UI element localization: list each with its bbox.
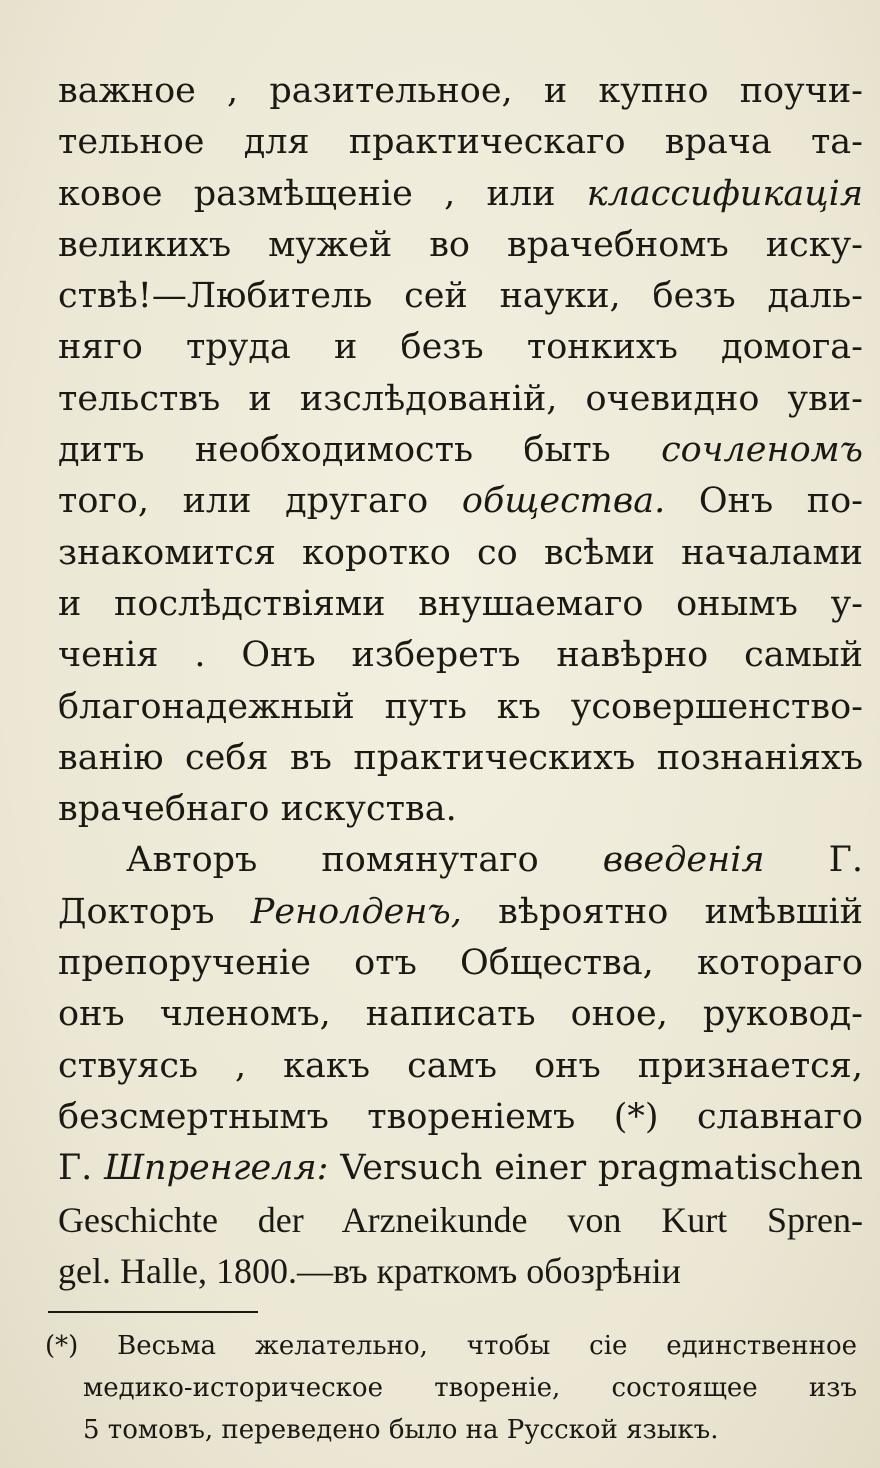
footnote-line <box>45 1367 857 1409</box>
footnote-rule <box>48 1311 258 1313</box>
italic-term: классификація <box>586 173 863 214</box>
text-segment: ванію себя въ практическихъ познаніяхъ <box>58 737 863 778</box>
text-segment: тельствъ и изслѣдованій, очевидно уви- <box>58 378 863 419</box>
text-line <box>58 169 863 220</box>
italic-term: введенія <box>602 840 765 881</box>
text-line <box>58 1143 863 1194</box>
footnote-line <box>45 1409 857 1451</box>
text-segment: няго труда и безъ тонкихъ домога- <box>58 327 863 368</box>
paragraph <box>58 66 863 835</box>
text-line <box>58 117 863 168</box>
text-segment: великихъ мужей во врачебномъ иску- <box>58 224 863 265</box>
text-segment: Докторъ <box>58 891 251 932</box>
text-line <box>58 476 863 527</box>
text-line <box>58 1195 863 1246</box>
text-segment: тельное для практическаго врача та- <box>58 122 863 163</box>
text-line <box>58 425 863 476</box>
paragraph <box>58 835 863 1297</box>
text-line <box>58 835 863 886</box>
italic-term: Ренолденъ, <box>250 891 462 932</box>
text-segment: и послѣдствіями внушаемаго онымъ у- <box>58 583 863 624</box>
text-segment: того, или другаго <box>58 481 462 522</box>
text-line <box>58 66 863 117</box>
text-line <box>58 784 863 835</box>
text-segment: Онъ по- <box>665 481 863 522</box>
text-line <box>58 1041 863 1092</box>
text-segment: Г. <box>764 840 863 881</box>
text-line <box>58 1092 863 1143</box>
text-line <box>58 579 863 630</box>
italic-term: сочленомъ <box>661 430 863 471</box>
text-line <box>58 682 863 733</box>
text-line <box>58 630 863 681</box>
text-segment: онъ членомъ, написать оное, руковод- <box>58 994 863 1035</box>
text-segment: Г. <box>58 1148 105 1189</box>
text-segment: вѣроятно имѣвшій <box>461 891 863 932</box>
italic-term: общества. <box>461 481 666 522</box>
text-line <box>58 271 863 322</box>
text-segment: безсмертнымъ твореніемъ (*) славнаго <box>58 1096 863 1137</box>
text-segment: благонадежный путь къ усовершенство- <box>58 686 863 727</box>
text-segment: врачебнаго искуства. <box>58 789 457 830</box>
text-segment: gel. Halle, 1800.—въ краткомъ обозрѣніи <box>58 1250 681 1291</box>
text-segment: ковое размѣщеніе , или <box>58 173 587 214</box>
text-segment: Versuch einer pragmatischen <box>328 1148 863 1189</box>
main-text <box>58 66 863 1297</box>
text-segment: важное , разительное, и купно поучи- <box>58 71 863 111</box>
footnote-line <box>45 1325 857 1367</box>
text-segment: ствѣ!—Любитель сей науки, безъ даль- <box>58 276 863 317</box>
text-segment: 5 томовъ, переведено было на Русской языкъ. <box>83 1415 719 1445</box>
footnote <box>45 1325 857 1451</box>
text-segment: медико-историческое твореніе, состоящее изъ <box>83 1373 857 1403</box>
text-segment: ченія . Онъ изберетъ навѣрно самый <box>58 635 863 676</box>
text-line <box>58 528 863 579</box>
text-segment: Авторъ помянутаго <box>126 840 603 881</box>
text-segment: ствуясь , какъ самъ онъ признается, <box>58 1045 863 1086</box>
text-line <box>58 733 863 784</box>
italic-term: Шпренгеля: <box>104 1148 329 1189</box>
text-line <box>58 322 863 373</box>
text-segment: знакомится коротко со всѣми началами <box>58 532 863 573</box>
text-segment: Geschichte der Arzneikunde von Kurt Spren- <box>58 1199 863 1240</box>
text-segment: препорученіе отъ Общества, котораго <box>58 943 863 984</box>
text-line <box>58 1246 863 1297</box>
text-segment: дитъ необходимость быть <box>58 430 662 471</box>
text-line <box>58 989 863 1040</box>
text-line <box>58 220 863 271</box>
text-line <box>58 374 863 425</box>
text-line <box>58 938 863 989</box>
text-line <box>58 887 863 938</box>
text-segment: (*) Весьма желательно, чтобы сіе единственное <box>45 1331 857 1361</box>
